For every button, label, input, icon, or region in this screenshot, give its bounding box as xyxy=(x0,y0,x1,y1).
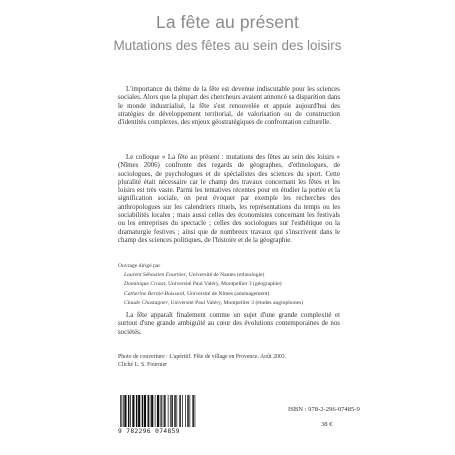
barcode-bar xyxy=(185,395,186,427)
editor-affiliation: , Université de Nîmes (aménagement) xyxy=(184,290,270,297)
barcode-bar xyxy=(155,395,156,427)
photo-credit-line: Cliché L. S. Fournier xyxy=(118,362,168,368)
editor-name: Claude Chastagner xyxy=(124,299,168,306)
summary-paragraph-2: Le colloque « La fête au présent : mutations des fêtes au sein des loisirs » (Nîmes 2006) confronte des regards de géographes, d'ethnologues, de sociologues, de psychologues et de spécialistes des sciences du sport. Cette pluralité était nécessaire car le champ des travaux concernant les fêtes et les loisirs est très vaste. Parmi les tentatives récentes pour en étudier la portée et la signification sociale, on peut évoquer par exemple les recherches des anthropologues sur les calendriers rituels, les représentations du temps ou les sociabilités locales ; mais aussi celles des économistes concernant les festivals ou les entreprises du spectacle ; celles des sociologues sur l'esthétique ou la dramaturgie festives ; ainsi que de nombreux travaux qui s'inscrivent dans le champ des sciences politiques, de l'histoire et de la géographie. xyxy=(118,154,340,244)
barcode-bar xyxy=(192,395,193,427)
barcode-bar xyxy=(195,395,196,427)
book-subtitle: Mutations des fêtes au sein des loisirs xyxy=(113,38,342,53)
barcode-bar xyxy=(171,395,172,427)
barcode xyxy=(118,395,198,435)
barcode-bar xyxy=(150,395,151,427)
barcode-bar xyxy=(148,395,149,427)
barcode-bar xyxy=(189,395,190,427)
barcode-bar xyxy=(157,395,159,427)
barcode-bar xyxy=(164,395,165,427)
barcode-bar xyxy=(124,395,126,427)
barcode-bar xyxy=(130,395,131,427)
barcode-bar xyxy=(144,395,146,427)
editor-affiliation: , Université Paul Valéry, Montpellier 3 (géographie) xyxy=(165,281,282,288)
barcode-bar xyxy=(163,395,164,427)
barcode-digits: 9 782296 074859 xyxy=(118,428,180,435)
editors-credits xyxy=(118,262,358,308)
photo-credit xyxy=(118,353,348,369)
barcode-bar xyxy=(142,395,143,427)
barcode-bar xyxy=(121,395,122,427)
isbn: ISBN : 978-2-296-07485-9 xyxy=(288,406,360,413)
editor-affiliation: , Université de Nantes (ethnologie) xyxy=(185,272,265,279)
credits-heading: Ouvrage dirigé par xyxy=(118,263,161,269)
barcode-bar xyxy=(138,395,140,427)
barcode-bar xyxy=(123,395,124,427)
photo-caption-line: Photo de couverture : L'apéritif. Fête de village en Provence. Août 2003. xyxy=(118,354,287,360)
barcode-bar xyxy=(120,395,121,427)
barcode-bar xyxy=(168,395,169,427)
barcode-bar xyxy=(176,395,177,427)
editor-name: Laurent Sébastien Fournier xyxy=(124,272,186,279)
editor-entry xyxy=(118,280,358,289)
book-title: La fête au présent xyxy=(156,12,299,32)
barcode-bar xyxy=(151,395,153,427)
barcode-bar xyxy=(161,395,162,427)
editor-name: Dominique Crozat xyxy=(124,281,166,288)
editor-entry xyxy=(118,299,358,308)
editor-entry xyxy=(118,290,358,299)
barcode-bar xyxy=(132,395,134,427)
summary-paragraph-1: L'importance du thème de la fête est devenue indiscutable pour les sciences sociales. Alors que la plupart des chercheurs avaient annoncé sa disparition dans le monde industrialisé, la fête s'est renouvelée et appuie aujourd'hui des stratégies de développement territorial, de valorisation ou de construction d'identités complexes, des enjeux géostratégiques de confrontation culturelle. xyxy=(118,86,340,127)
editor-name: Catherine Bernié-Boissard xyxy=(124,290,185,297)
barcode-bar xyxy=(187,395,188,427)
barcode-bar xyxy=(136,395,137,427)
price: 38 € xyxy=(321,421,333,428)
summary-paragraph-3: La fête apparaît finalement comme un sujet d'une grande complexité et surtout d'une grande ambiguïté au cœur des évolutions contemporaines de nos sociétés. xyxy=(118,312,340,336)
barcode-bar xyxy=(179,395,180,427)
barcode-bar xyxy=(170,395,171,427)
barcode-bar xyxy=(182,395,183,427)
editor-entry xyxy=(118,271,358,280)
barcode-bar xyxy=(128,395,129,427)
barcode-bar xyxy=(160,395,161,427)
barcode-bars-icon xyxy=(118,395,198,427)
editor-affiliation: , Université Paul Valéry, Montpellier 3 (études anglophones) xyxy=(167,299,304,306)
barcode-bar xyxy=(174,395,175,427)
